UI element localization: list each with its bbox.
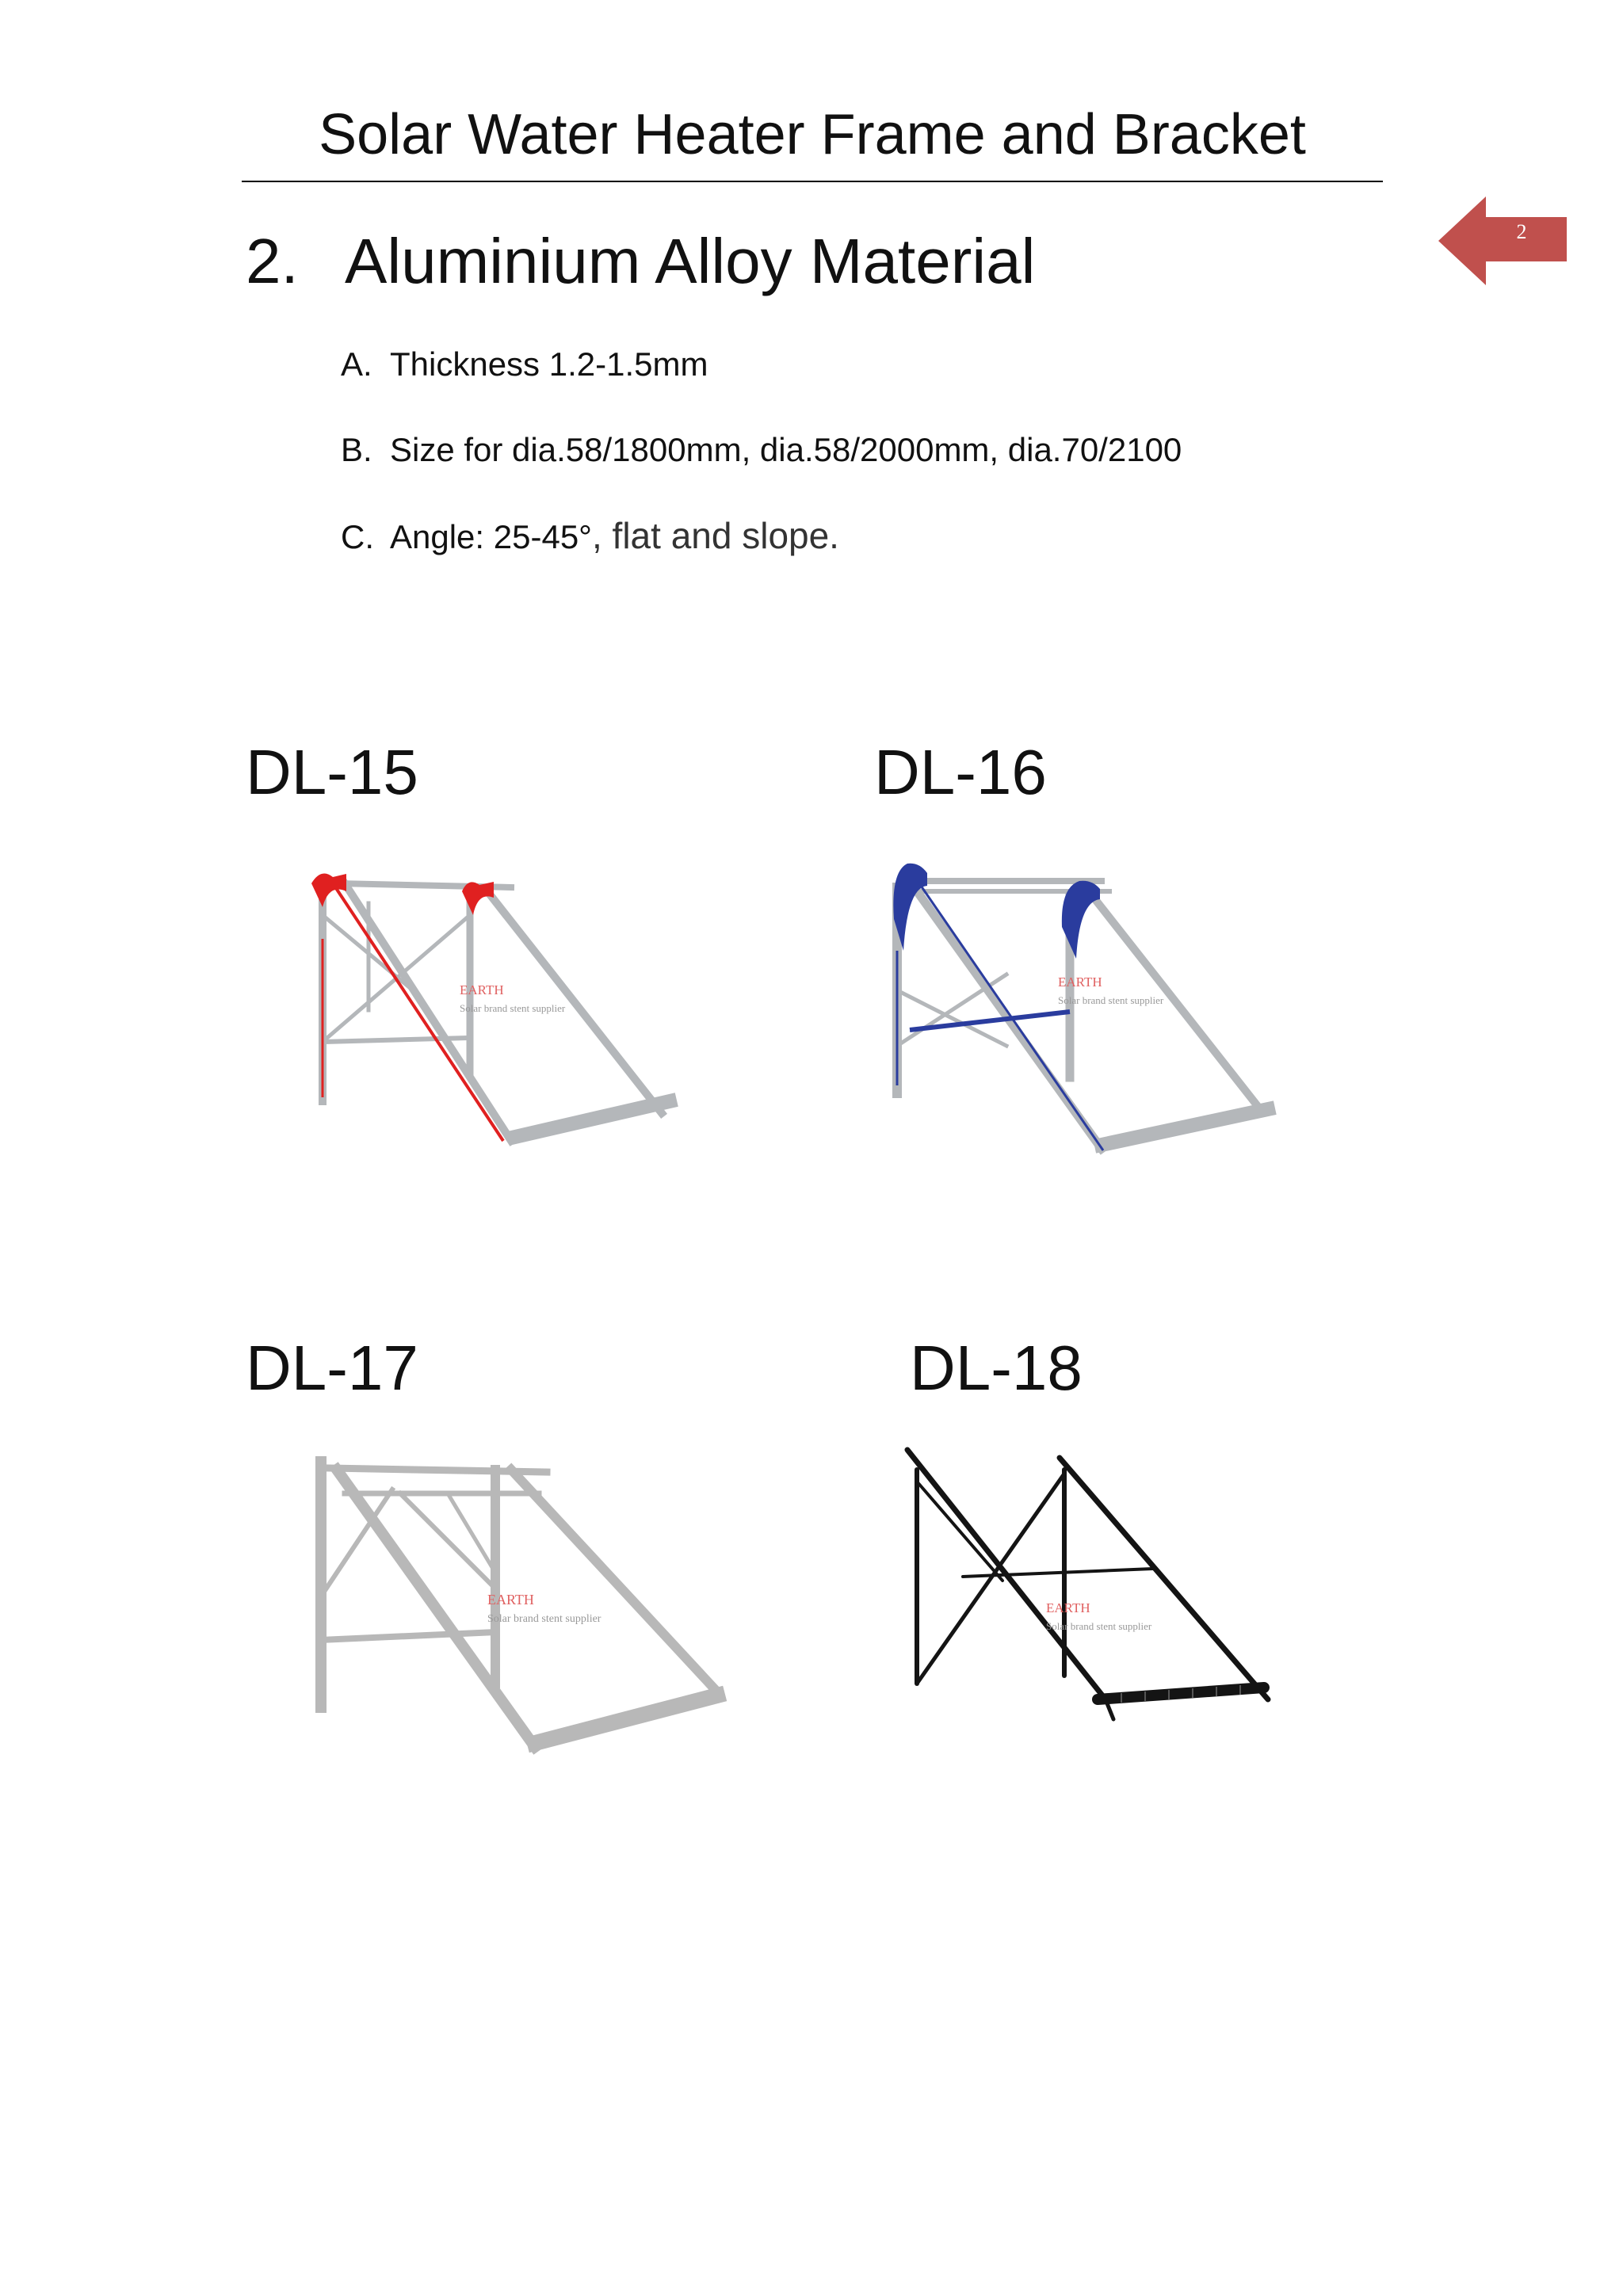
spec-text: Thickness 1.2-1.5mm <box>390 345 708 383</box>
spec-text-tail: , flat and slope. <box>591 515 839 556</box>
product-image-dl18 <box>892 1438 1304 1779</box>
spec-marker: C. <box>341 518 374 555</box>
section-title: Aluminium Alloy Material <box>345 226 1036 296</box>
watermark-line1: EARTH <box>460 982 504 997</box>
watermark-line1: EARTH <box>1046 1600 1090 1615</box>
spec-list <box>341 341 1182 597</box>
model-label-dl16: DL-16 <box>874 737 1047 807</box>
watermark-line2: Solar brand stent supplier <box>1046 1620 1152 1632</box>
spec-item <box>341 426 1182 512</box>
page-number: 2 <box>1516 220 1527 243</box>
watermark-line2: Solar brand stent supplier <box>460 1002 566 1014</box>
watermark-line2: Solar brand stent supplier <box>1058 994 1164 1006</box>
model-label-dl18: DL-18 <box>910 1333 1083 1403</box>
spec-text: Size for dia.58/1800mm, dia.58/2000mm, dia.70/2100 <box>390 431 1182 468</box>
spec-text: Angle: 25-45° <box>390 518 592 555</box>
watermark-line1: EARTH <box>487 1592 534 1608</box>
product-image-dl15 <box>289 860 701 1169</box>
watermark-line2: Solar brand stent supplier <box>487 1613 601 1625</box>
model-label-dl17: DL-17 <box>246 1333 418 1403</box>
product-image-dl17 <box>297 1446 741 1779</box>
page-number-tab <box>1438 196 1567 285</box>
watermark-line1: EARTH <box>1058 974 1102 990</box>
spec-marker: B. <box>341 431 372 468</box>
document-title: Solar Water Heater Frame and Bracket <box>319 103 1306 166</box>
spec-marker: A. <box>341 345 372 383</box>
product-image-dl16 <box>872 856 1292 1173</box>
section-number: 2. <box>246 226 299 296</box>
section-heading <box>246 218 1035 305</box>
spec-item <box>341 512 1182 597</box>
spec-item <box>341 341 1182 426</box>
model-label-dl15: DL-15 <box>246 737 418 807</box>
title-underline <box>242 181 1383 182</box>
